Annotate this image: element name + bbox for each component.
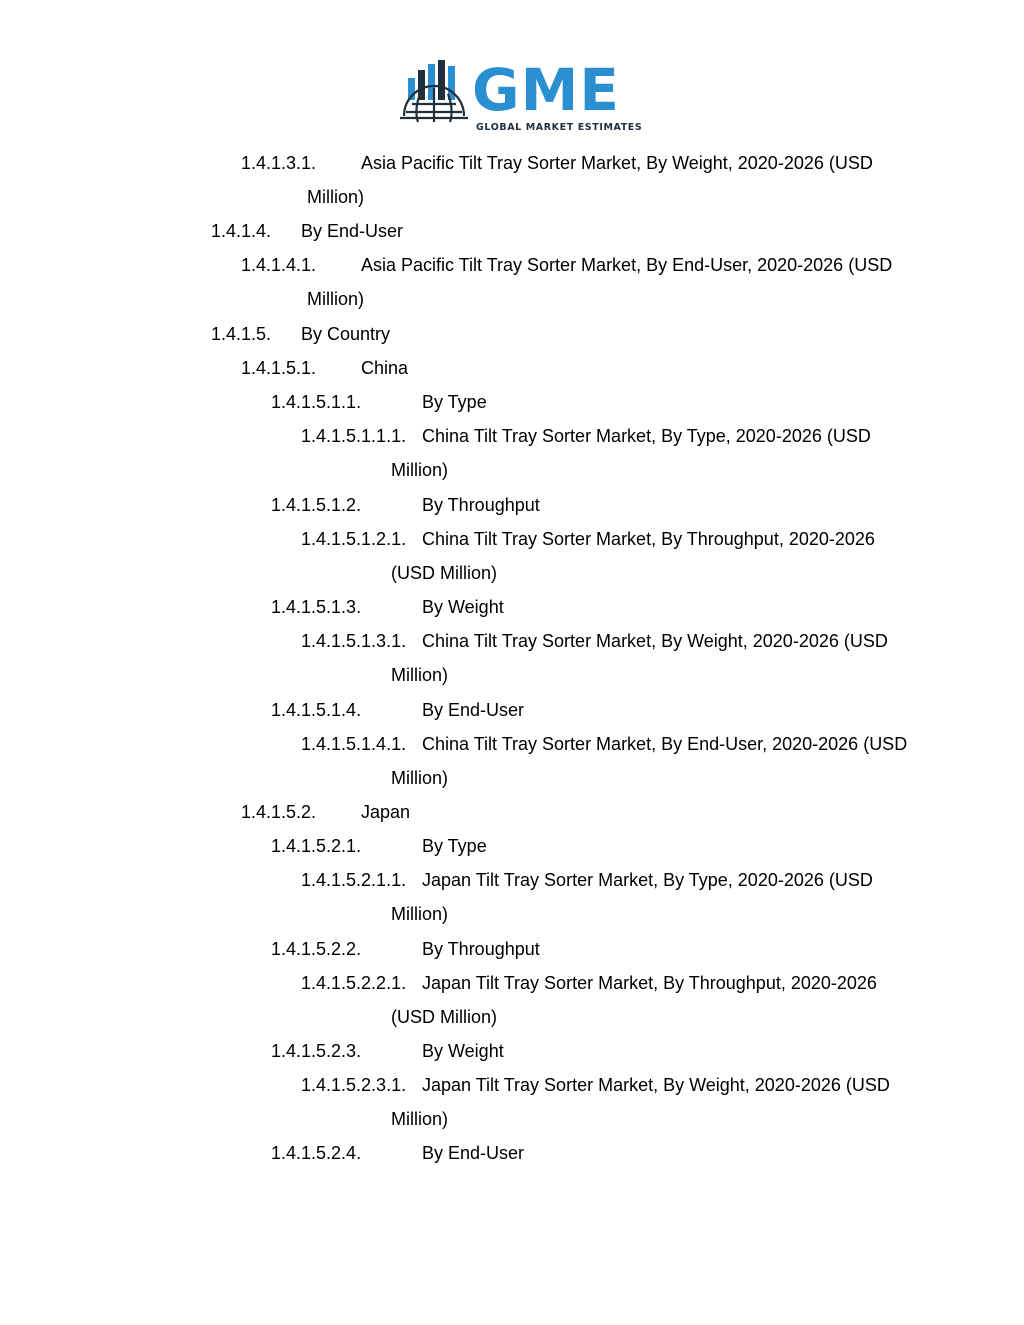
toc-title: By Country [301,324,391,344]
toc-number: 1.4.1.5. [211,324,272,344]
toc-number: 1.4.1.5.1.4. [271,700,362,720]
toc-number: 1.4.1.5.1.4.1. [301,734,407,754]
toc-number: 1.4.1.3.1. [241,153,317,173]
logo-tagline: GLOBAL MARKET ESTIMATES [476,122,643,133]
toc-number: 1.4.1.5.2.3.1. [301,1075,407,1095]
toc-number: 1.4.1.4. [211,221,272,241]
toc-title: China [361,358,409,378]
toc-title-continuation: Million) [391,904,449,924]
toc-title: By Throughput [422,495,540,515]
toc-title: Asia Pacific Tilt Tray Sorter Market, By End-User, 2020-2026 (USD [361,255,893,275]
toc-number: 1.4.1.5.1.1. [271,392,362,412]
toc-title-continuation: Million) [307,289,365,309]
toc-title-continuation: Million) [391,460,449,480]
toc-title: China Tilt Tray Sorter Market, By End-User, 2020-2026 (USD [422,734,908,754]
toc-number: 1.4.1.5.2.4. [271,1143,362,1163]
gme-logo [400,58,660,134]
toc-title: China Tilt Tray Sorter Market, By Throughput, 2020-2026 [422,529,875,549]
logo-letters: GME [472,58,620,124]
toc-number: 1.4.1.5.2.1. [271,836,362,856]
toc-title-continuation: (USD Million) [391,563,498,583]
toc-title: China Tilt Tray Sorter Market, By Type, 2020-2026 (USD [422,426,871,446]
toc-title-continuation: Million) [391,768,449,788]
toc-title: By Weight [422,597,504,617]
toc-title-continuation: Million) [391,1109,449,1129]
toc-title: Japan Tilt Tray Sorter Market, By Weight, 2020-2026 (USD [422,1075,890,1095]
toc-number: 1.4.1.5.1.1.1. [301,426,407,446]
toc-title-continuation: Million) [307,187,365,207]
toc-number: 1.4.1.5.1.2.1. [301,529,407,549]
toc-title-continuation: (USD Million) [391,1007,498,1027]
gme-logo-graphic [400,58,660,134]
toc-number: 1.4.1.5.2.3. [271,1041,362,1061]
toc-number: 1.4.1.5.2.1.1. [301,870,407,890]
toc-number: 1.4.1.5.1.2. [271,495,362,515]
toc-title: By End-User [422,1143,525,1163]
toc-number: 1.4.1.5.1. [241,358,317,378]
toc-number: 1.4.1.5.1.3. [271,597,362,617]
toc-title: By Weight [422,1041,504,1061]
toc-title: By End-User [422,700,525,720]
toc-number: 1.4.1.4.1. [241,255,317,275]
toc-title: Asia Pacific Tilt Tray Sorter Market, By Weight, 2020-2026 (USD [361,153,873,173]
toc-title: Japan [361,802,411,822]
toc-title: Japan Tilt Tray Sorter Market, By Throughput, 2020-2026 [422,973,877,993]
toc-title: By Type [422,392,487,412]
toc-title: By End-User [301,221,404,241]
toc-title-continuation: Million) [391,665,449,685]
toc-title: China Tilt Tray Sorter Market, By Weight, 2020-2026 (USD [422,631,888,651]
toc-number: 1.4.1.5.2.2. [271,939,362,959]
toc-title: Japan Tilt Tray Sorter Market, By Type, 2020-2026 (USD [422,870,873,890]
toc-title: By Type [422,836,487,856]
toc-number: 1.4.1.5.2.2.1. [301,973,407,993]
toc-number: 1.4.1.5.1.3.1. [301,631,407,651]
toc-title: By Throughput [422,939,540,959]
toc-number: 1.4.1.5.2. [241,802,317,822]
